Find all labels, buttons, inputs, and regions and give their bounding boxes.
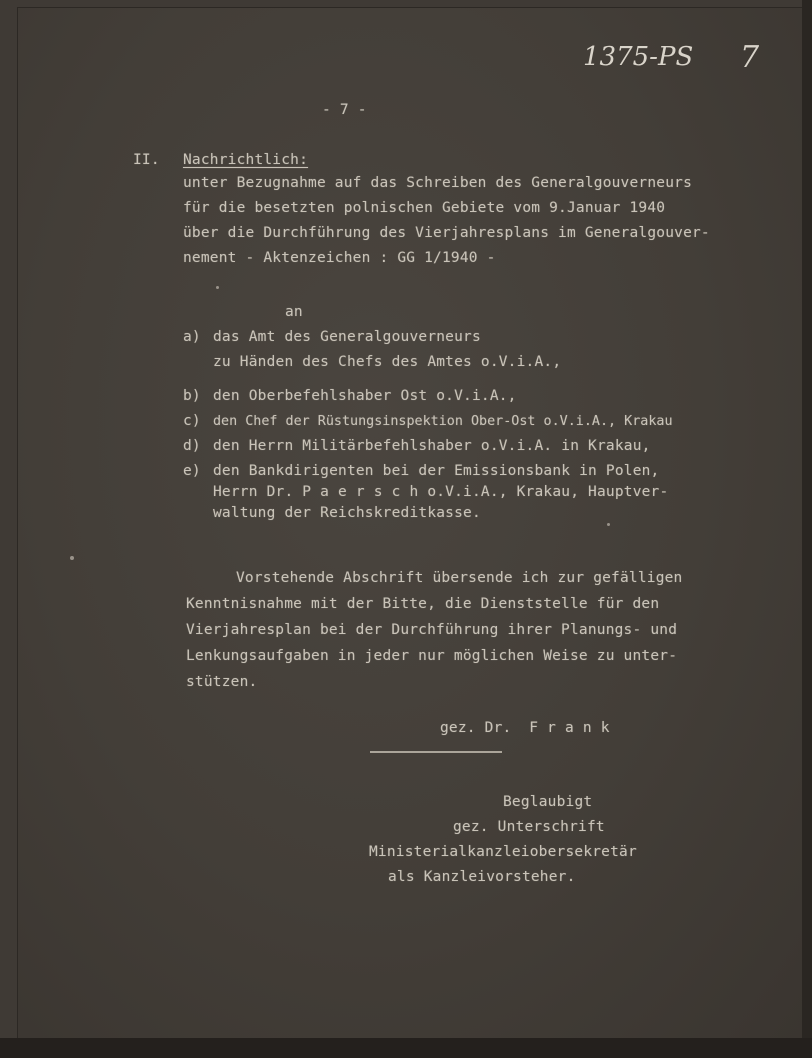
signature-line: gez. Dr. F r a n k [440,720,610,736]
certification-line: Ministerialkanzleiobersekretär [369,844,637,860]
archive-reference-mark: 1375-PS [583,42,694,72]
recipient-letter: c) [183,413,201,429]
body-line: Lenkungsaufgaben in jeder nur möglichen Weise zu unter- [186,648,678,664]
recipient-line: den Bankdirigenten bei der Emissionsbank in Polen, [213,463,660,479]
recipient-line: zu Händen des Chefs des Amtes o.V.i.A., [213,354,562,370]
intro-line: über die Durchführung des Vierjahresplans im Generalgouver- [183,225,710,241]
recipient-letter: e) [183,463,201,479]
certification-line: Beglaubigt [503,794,593,810]
certification-line: gez. Unterschrift [453,819,605,835]
section-label: II. [133,152,160,168]
body-line: stützen. [186,674,258,690]
recipient-line: waltung der Reichskreditkasse. [213,505,481,521]
recipient-line: das Amt des Generalgouverneurs [213,329,481,345]
scan-speck [70,556,74,560]
recipient-letter: d) [183,438,201,454]
intro-line: nement - Aktenzeichen : GG 1/1940 - [183,250,496,266]
recipient-line: den Chef der Rüstungsinspektion Ober-Ost o.V.i.A., Krakau [213,414,673,429]
body-line: Vorstehende Abschrift übersende ich zur gefälligen [236,570,683,586]
body-line: Kenntnisnahme mit der Bitte, die Dienststelle für den [186,596,660,612]
intro-line: unter Bezugnahme auf das Schreiben des Generalgouverneurs [183,175,692,191]
recipient-letter: b) [183,388,201,404]
recipient-line: Herrn Dr. P a e r s c h o.V.i.A., Krakau, Hauptver- [213,484,669,500]
scan-speck [216,286,219,289]
signature-rule [370,751,502,753]
certification-line: als Kanzleivorsteher. [388,869,576,885]
recipient-letter: a) [183,329,201,345]
body-line: Vierjahresplan bei der Durchführung ihrer Planungs- und [186,622,678,638]
scan-edge-right [802,0,812,1058]
recipient-line: den Herrn Militärbefehlshaber o.V.i.A. in Krakau, [213,438,651,454]
scan-edge-bottom [0,1038,812,1058]
section-heading: Nachrichtlich: [183,152,309,168]
page-number: - 7 - [322,102,367,118]
intro-line: für die besetzten polnischen Gebiete vom 9.Januar 1940 [183,200,666,216]
an-label: an [285,304,303,320]
scan-speck [607,523,610,526]
recipient-line: den Oberbefehlshaber Ost o.V.i.A., [213,388,517,404]
archive-page-mark: 7 [740,40,760,75]
